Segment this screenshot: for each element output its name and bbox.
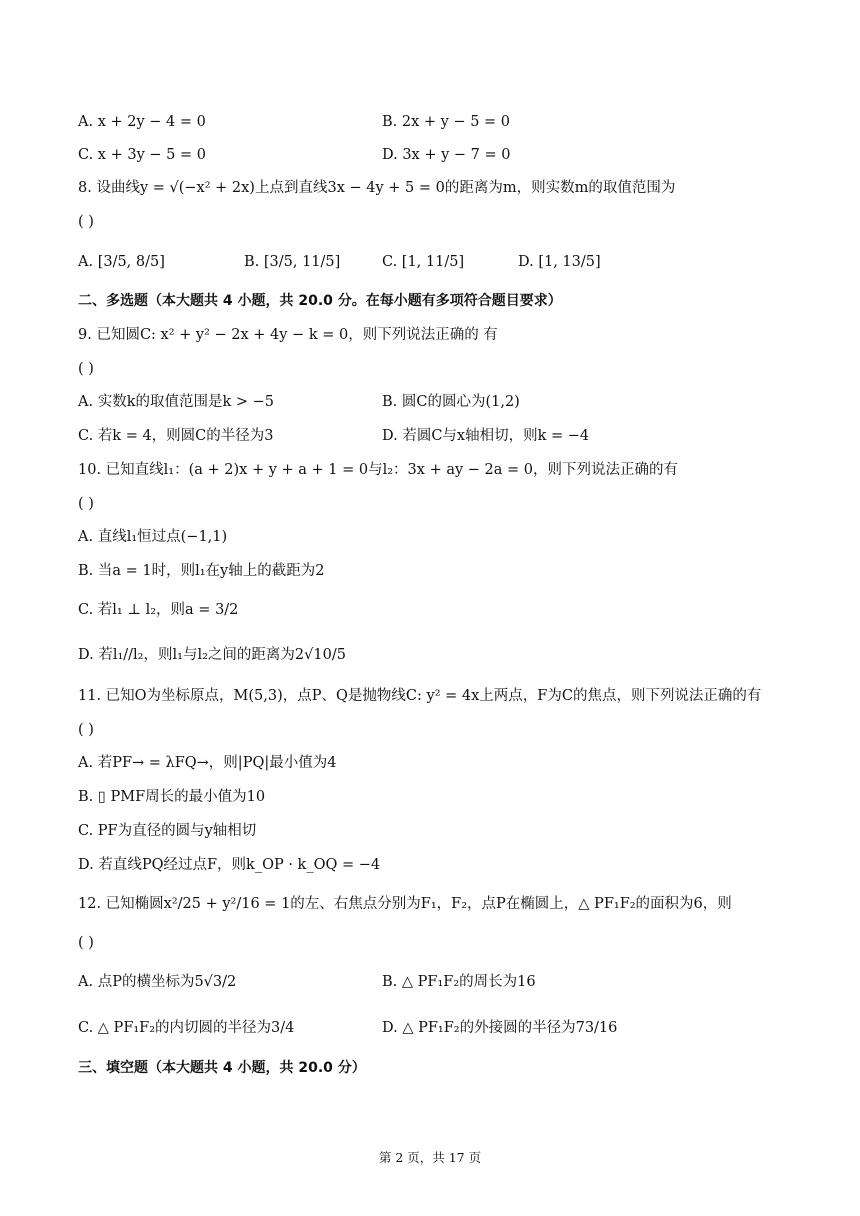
q7-option-d: D. 3x + y − 7 = 0 [382,147,511,163]
q8-option-c: C. [1, 11/5] [382,254,465,270]
q9-stem: 9. 已知圆C: x² + y² − 2x + 4y − k = 0，则下列说法正确的 有 [78,327,498,343]
q9-option-c: C. 若k = 4，则圆C的半径为3 [78,428,274,444]
q9-paren: ( ) [78,361,94,377]
q10-stem: 10. 已知直线l₁：(a + 2)x + y + a + 1 = 0与l₂：3x + ay − 2a = 0，则下列说法正确的有 [78,462,678,478]
q11-stem: 11. 已知O为坐标原点，M(5,3)，点P、Q是抛物线C: y² = 4x上两点，F为C的焦点，则下列说法正确的有 [78,688,762,704]
q11-option-b: B. ▯ PMF周长的最小值为10 [78,789,266,805]
q8-option-a: A. [3/5, 8/5] [78,254,165,270]
q10-option-a: A. 直线l₁恒过点(−1,1) [78,529,228,545]
q9-option-d: D. 若圆C与x轴相切，则k = −4 [382,428,590,444]
q11-option-a: A. 若PF→ = λFQ→，则|PQ|最小值为4 [78,755,337,771]
q8-option-b: B. [3/5, 11/5] [244,254,341,270]
q7-option-a: A. x + 2y − 4 = 0 [78,114,206,130]
q10-option-b: B. 当a = 1时，则l₁在y轴上的截距为2 [78,563,325,579]
q9-option-b: B. 圆C的圆心为(1,2) [382,394,520,410]
section-heading-fill-in: 三、填空题（本大题共 4 小题，共 20.0 分） [78,1060,366,1076]
q10-paren: ( ) [78,496,94,512]
section-heading-multiple-choice: 二、多选题（本大题共 4 小题，共 20.0 分。在每小题有多项符合题目要求） [78,293,562,309]
q8-option-d: D. [1, 13/5] [518,254,601,270]
q11-option-d: D. 若直线PQ经过点F，则k_OP · k_OQ = −4 [78,857,381,873]
q9-option-a: A. 实数k的取值范围是k > −5 [78,394,275,410]
q10-option-c: C. 若l₁ ⊥ l₂，则a = 3/2 [78,602,239,618]
q12-option-b: B. △ PF₁F₂的周长为16 [382,974,536,990]
q12-option-a: A. 点P的横坐标为5√3/2 [78,974,237,990]
q11-paren: ( ) [78,722,94,738]
q7-option-c: C. x + 3y − 5 = 0 [78,147,206,163]
q12-stem: 12. 已知椭圆x²/25 + y²/16 = 1的左、右焦点分别为F₁，F₂，点P在椭圆上，△ PF₁F₂的面积为6，则 [78,896,732,912]
q12-option-c: C. △ PF₁F₂的内切圆的半径为3/4 [78,1020,295,1036]
q8-paren: ( ) [78,214,94,230]
q11-option-c: C. PF为直径的圆与y轴相切 [78,823,257,839]
q8-stem: 8. 设曲线y = √(−x² + 2x)上点到直线3x − 4y + 5 = 0的距离为m，则实数m的取值范围为 [78,180,676,196]
q12-paren: ( ) [78,935,94,951]
page-footer: 第 2 页，共 17 页 [378,1150,482,1165]
q10-option-d: D. 若l₁//l₂，则l₁与l₂之间的距离为2√10/5 [78,647,346,663]
q7-option-b: B. 2x + y − 5 = 0 [382,114,511,130]
q12-option-d: D. △ PF₁F₂的外接圆的半径为73/16 [382,1020,618,1036]
